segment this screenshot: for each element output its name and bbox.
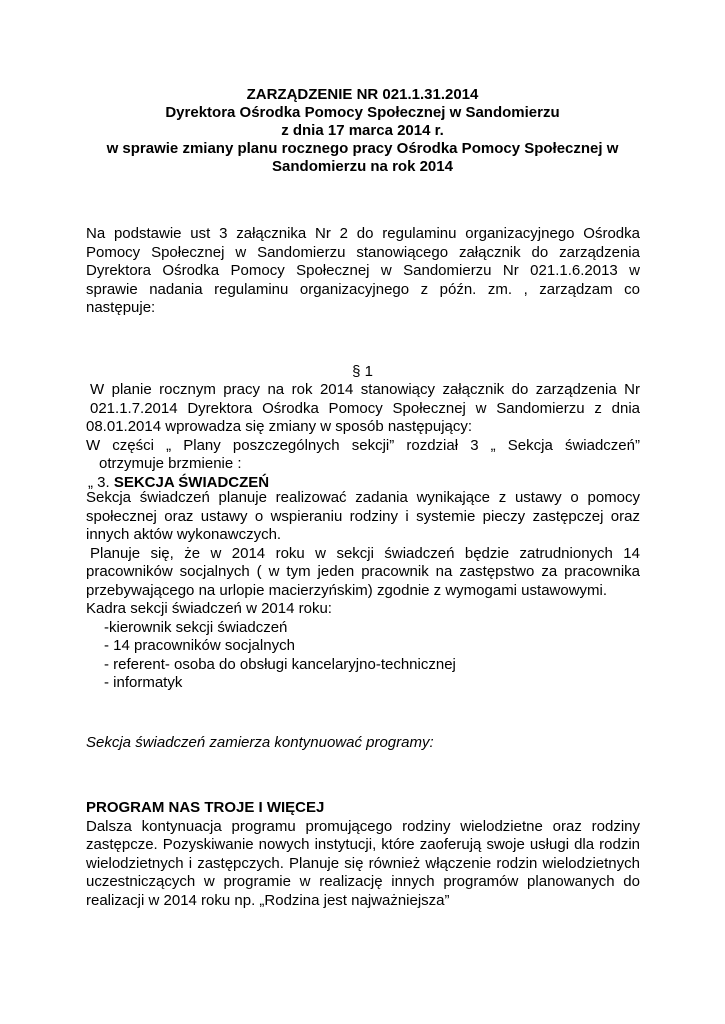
title-line: z dnia 17 marca 2014 r. [281,122,444,139]
program-title: PROGRAM NAS TROJE I WIĘCEJ [86,799,325,816]
title-line: w sprawie zmiany planu rocznego pracy Ośrodka Pomocy Społecznej w [106,140,619,157]
text-line: zastępcze. Pozyskiwanie nowych instytucji, które zaoferują swoje usługi dla rodzin [86,836,640,853]
text-line: przebywającego na urlopie macierzyńskim) zgodnie z wymogami ustawowymi. [86,581,608,599]
programs-intro: Sekcja świadczeń zamierza kontynuować programy: [86,734,434,751]
preamble-paragraph [86,225,640,318]
list-item: - referent- osoba do obsługi kancelaryjno-technicznej [104,655,456,673]
text-line: Planuje się, że w 2014 roku w sekcji świadczeń będzie zatrudnionych 14 [90,544,640,562]
text-line: Pomocy Społecznej w Sandomierzu stanowiącego załącznik do zarządzenia [86,243,640,261]
document-title [60,86,665,176]
sekcja-description [86,489,640,693]
title-line: ZARZĄDZENIE NR 021.1.31.2014 [246,86,479,103]
section-symbol: § 1 [352,363,373,380]
text-line: Dalsza kontynuacja programu promującego rodziny wielodzietne oraz rodziny [86,817,640,835]
text-line: sprawie nadania regulaminu organizacyjnego z późn. zm. , zarządzam co [86,280,640,298]
text-line: Sekcja świadczeń planuje realizować zadania wynikające z ustawy o pomocy [86,489,640,506]
text-line: pracowników socjalnych ( w tym jeden pracownik na zastępstwo za pracownika [86,563,640,580]
text-line: wielodzietnych i zastępczych. Planuje się również włączenie rodzin wielodzietnych [86,854,640,872]
text-line: otrzymuje brzmienie : [99,455,242,472]
list-item: - informatyk [104,674,183,691]
text-line: Na podstawie ust 3 załącznika Nr 2 do regulaminu organizacyjnego Ośrodka [86,225,640,242]
text-line: uczestniczących w programie w realizację innych programów planowanych do [86,873,640,890]
list-item: -kierownik sekcji świadczeń [104,618,288,636]
text-line: W planie rocznym pracy na rok 2014 stanowiący załącznik do zarządzenia Nr [90,381,640,398]
title-line: Sandomierzu na rok 2014 [272,158,453,175]
kadra-label: Kadra sekcji świadczeń w 2014 roku: [86,600,332,617]
program-section [86,799,640,910]
text-line: W części „ Plany poszczególnych sekcji” rozdział 3 „ Sekcja świadczeń” [86,436,640,454]
text-line: 021.1.7.2014 Dyrektora Ośrodka Pomocy Społecznej w Sandomierzu z dnia [90,399,640,417]
text-line: Dyrektora Ośrodka Pomocy Społecznej w Sandomierzu Nr 021.1.6.2013 w [86,262,640,279]
text-line: społecznej oraz ustawy o wspieraniu rodziny i systemie pieczy zastępczej oraz [86,507,640,525]
section1-paragraph [86,381,640,492]
text-line: następuje: [86,299,156,316]
list-item: - 14 pracowników socjalnych [104,637,295,654]
text-line: innych aktów wykonawczych. [86,526,282,543]
title-line: Dyrektora Ośrodka Pomocy Społecznej w Sandomierzu [165,104,560,121]
text-line: realizacji w 2014 roku np. „Rodzina jest najważniejsza” [86,891,450,909]
text-line: 08.01.2014 wprowadza się zmiany w sposób następujący: [86,418,473,435]
section-heading: „ 3. SEKCJA ŚWIADCZEŃ [88,473,270,491]
